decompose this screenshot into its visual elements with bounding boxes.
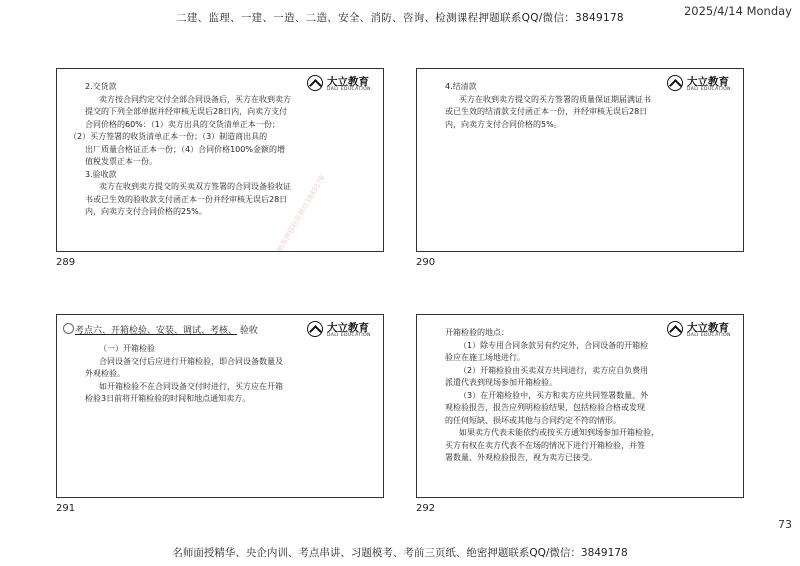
text-line: 值税发票正本一份。 — [85, 157, 157, 166]
logo-name: 大立教育 — [687, 76, 729, 88]
logo-subtitle: DALI EDUCATION — [327, 87, 371, 92]
slide-291 — [56, 314, 384, 498]
heading-underlined: 考点六、开箱检验、安装、调试、考核、 — [75, 326, 238, 336]
section-heading: （一）开箱检验 — [99, 344, 155, 353]
text-line: 检验3日前将开箱检验的时间和地点通知卖方。 — [85, 394, 251, 403]
text-line: 买方在收到卖方提交的买方签署的质量保证期届满证书 — [459, 94, 651, 104]
logo-icon — [307, 321, 323, 337]
logo-subtitle: DALI EDUCATION — [687, 333, 731, 338]
slide-number-289: 289 — [56, 257, 76, 268]
text-line: 卖方在收到卖方提交的买卖双方签署的合同设备验收证 — [99, 182, 291, 191]
section-heading: 2.交货款 — [85, 82, 117, 91]
slide-number-290: 290 — [416, 257, 436, 268]
text-line: 或已生效的结清款支付函正本一份，并经审核无误后28日 — [445, 107, 648, 116]
logo-name: 大立教育 — [327, 76, 369, 88]
slide-body — [69, 343, 371, 406]
footer-text: 名师面授精华、央企内训、考点串讲、习题模考、考前三页纸、绝密押题联系QQ/微信：3849178 — [172, 547, 628, 559]
slide-heading — [63, 323, 258, 336]
text-line: 署数量、外观检验报告，视为卖方已接受。 — [445, 453, 597, 462]
header-title: 二建、监理、一建、一造、二造、安全、消防、咨询、检测课程押题联系QQ/微信：3849178 — [176, 12, 624, 24]
text-line: （2）开箱检验由买卖双方共同进行，卖方应自负费用 — [459, 365, 649, 375]
slide-body — [429, 327, 731, 465]
section-heading: 开箱检验的地点： — [445, 328, 509, 337]
slide-number-291: 291 — [56, 503, 76, 514]
logo — [307, 321, 375, 339]
text-line: 书或已生效的验收款支付函正本一份并经审核无误后28日 — [85, 194, 288, 204]
page-number: 73 — [778, 518, 792, 531]
text-line: 内，向卖方支付合同价格的5%。 — [445, 119, 562, 129]
text-line: 外观检验。 — [85, 369, 125, 378]
slide-body — [429, 81, 731, 131]
text-line: 验应在施工场地进行。 — [445, 353, 525, 362]
header-date: 2025/4/14 Monday — [683, 4, 792, 18]
logo-subtitle: DALI EDUCATION — [687, 87, 731, 92]
text-line: 买方有权在卖方代表不在场的情况下进行开箱检验，并签 — [445, 440, 645, 450]
text-line: 提交的下列全部单据并经审核无误后28日内，向卖方支付 — [85, 107, 288, 116]
section-heading: 3.验收款 — [85, 169, 117, 179]
text-line: 派遣代表到现场参加开箱检验。 — [445, 378, 557, 387]
slide-290 — [416, 68, 744, 252]
watermark: 精准押题联系微信3849178 — [275, 173, 327, 254]
text-line: 出厂质量合格证正本一份；（4）合同价格100%金额的增 — [85, 144, 285, 154]
text-line: 合同价格的60%：（1）卖方出具的交货清单正本一份； — [85, 119, 280, 129]
section-heading: 4.结清款 — [445, 82, 477, 91]
logo-name: 大立教育 — [327, 322, 369, 334]
text-line: 卖方按合同约定交付全部合同设备后，买方在收到卖方 — [99, 94, 291, 104]
text-line: 观检验报告，报告应列明检验结果，包括检验合格或发现 — [445, 403, 645, 412]
slide-289 — [56, 68, 384, 252]
slide-body — [69, 81, 371, 219]
logo-subtitle: DALI EDUCATION — [327, 333, 371, 338]
text-line: 内，向卖方支付合同价格的25%。 — [85, 207, 207, 216]
text-line: 的任何短缺、损坏或其他与合同约定不符的情形。 — [445, 415, 621, 425]
circle-bullet-icon — [63, 323, 74, 334]
text-line: （2）买方签署的收货清单正本一份；（3）制造商出具的 — [69, 132, 268, 141]
text-line: （3）在开箱检验中，买方和卖方应共同签署数量、外 — [459, 390, 649, 400]
slide-292 — [416, 314, 744, 498]
slide-number-292: 292 — [416, 503, 436, 514]
text-line: 如开箱检验不在合同设备交付时进行，买方应在开箱 — [99, 381, 283, 391]
text-line: 如果卖方代表未能依约或按买方通知到场参加开箱检验， — [459, 428, 659, 437]
text-line: （1）除专用合同条款另有约定外，合同设备的开箱检 — [459, 340, 649, 350]
text-line: 合同设备交付后应进行开箱检验，即合同设备数量及 — [99, 356, 283, 366]
header-bar — [0, 0, 800, 34]
logo-name: 大立教育 — [687, 322, 729, 334]
heading-suffix: 验收 — [239, 326, 258, 336]
